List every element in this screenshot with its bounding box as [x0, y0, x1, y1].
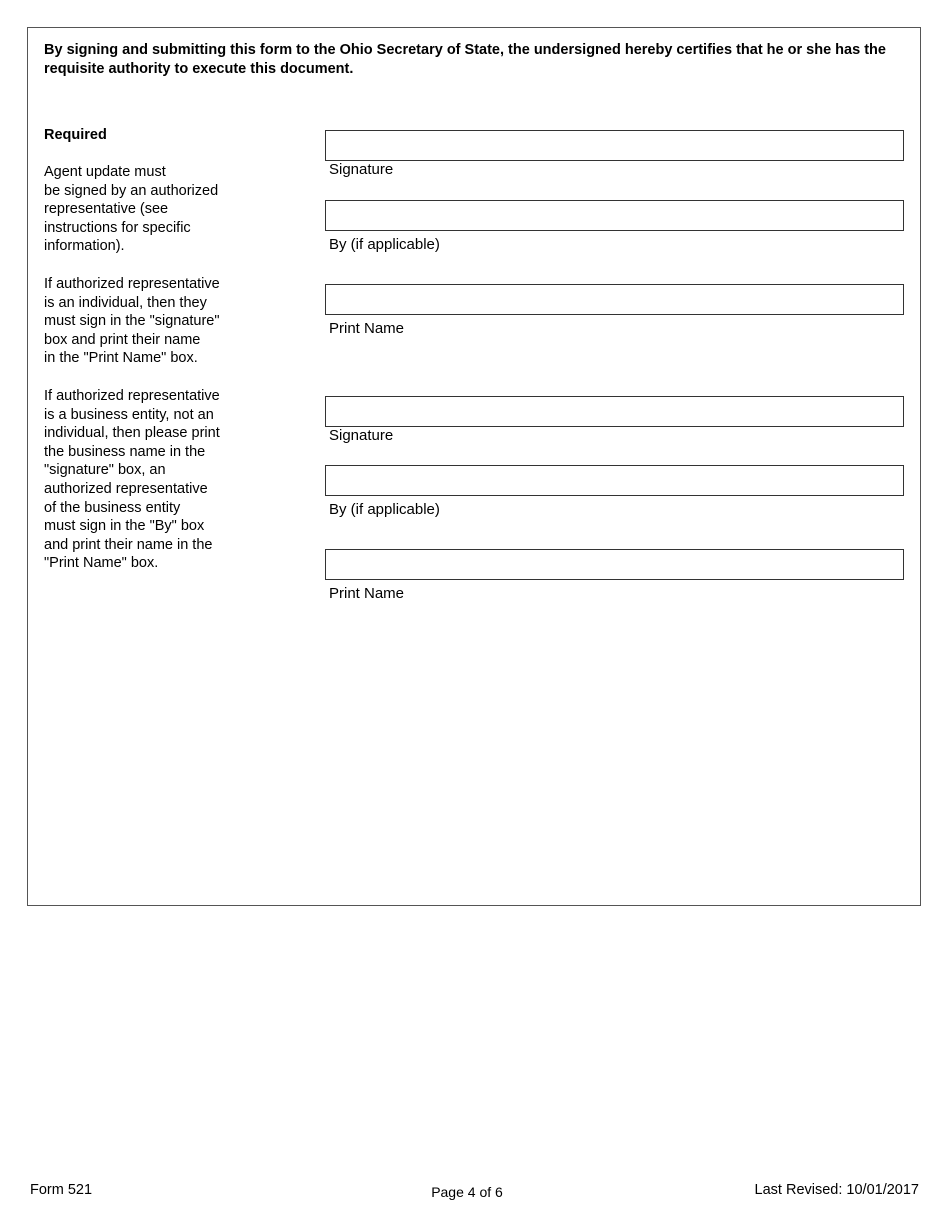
by-field-2[interactable] — [325, 465, 904, 496]
instruction-individual: If authorized representative is an individual, then they must sign in the "signature" box and print their name in the "Print Name" box. — [44, 276, 220, 367]
signature-label-1: Signature — [329, 161, 394, 178]
signature-label-2: Signature — [329, 427, 394, 444]
required-heading: Required — [44, 127, 107, 143]
by-field-1[interactable] — [325, 200, 904, 231]
print-name-label-1: Print Name — [329, 320, 405, 337]
print-name-field-1[interactable] — [325, 284, 904, 315]
signature-field-1[interactable] — [325, 130, 904, 161]
print-name-field-2[interactable] — [325, 549, 904, 580]
print-name-label-2: Print Name — [329, 585, 405, 602]
signature-field-2[interactable] — [325, 396, 904, 427]
page-number: Page 4 of 6 — [431, 1184, 503, 1200]
instruction-business-entity: If authorized representative is a business entity, not an individual, then please print the business name in the "signature" box, an authorized representative of the business entity must sign in the "By" box and print their name in the "Print Name" box. — [44, 388, 220, 572]
by-label-1: By (if applicable) — [329, 236, 440, 253]
certification-statement: By signing and submitting this form to the Ohio Secretary of State, the undersigned hereby certifies that he or she has the requisite authority to execute this document. — [44, 42, 886, 77]
by-label-2: By (if applicable) — [329, 501, 440, 518]
last-revised: Last Revised: 10/01/2017 — [754, 1182, 919, 1198]
form-number: Form 521 — [30, 1182, 93, 1198]
instruction-signing: Agent update must be signed by an authorized representative (see instructions for specific information). — [44, 164, 219, 255]
